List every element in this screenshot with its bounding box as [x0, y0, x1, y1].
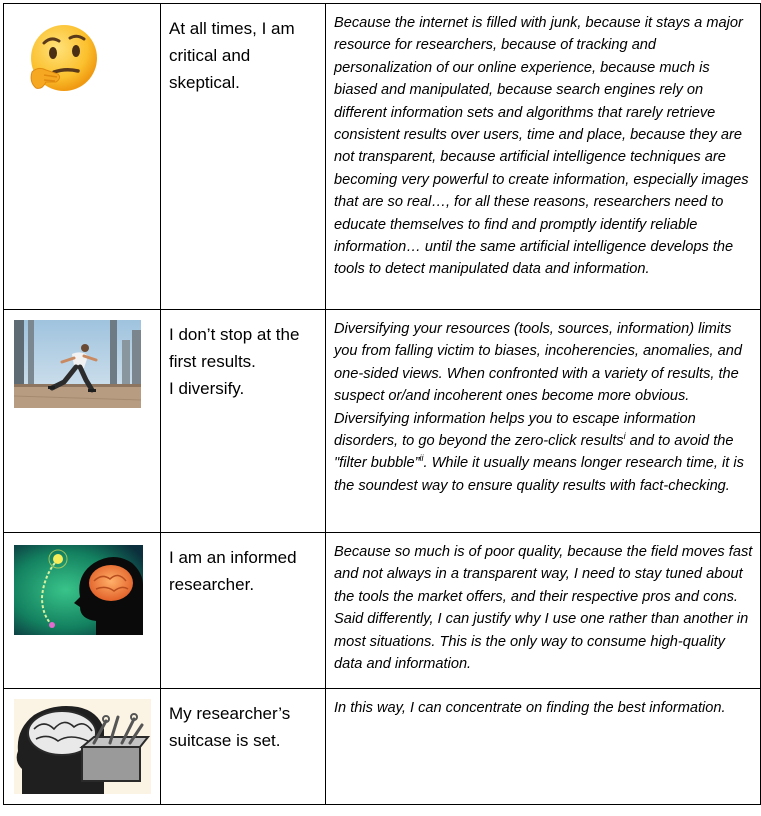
row-heading: At all times, I am critical and skeptical. [169, 19, 295, 92]
table-row [4, 689, 761, 805]
heading-cell [161, 4, 326, 310]
description-part: Diversifying your resources (tools, sources, information) limits you from falling victim to biases, incoherencies, anomalies, and one-sided views. When confronted with a variety of results, the suspect or/and incoherent ones become more obvious. Diversifying information helps you to escape information disorders, to go beyond the zero-click results [334, 321, 743, 450]
row-heading: I am an informed researcher. [169, 548, 297, 594]
thinking-face-icon [24, 22, 102, 98]
endnote-ref: ii [419, 453, 424, 464]
text-cell [326, 310, 761, 533]
row-description: Because so much is of poor quality, because the field moves fast and not always in a transparent way, I need to stay tuned about the tools the market offers, and their respective pros and cons. Said differently, I can justify why I use one rather than another in most situations. This is the only way to consume high-quality data and information. [334, 544, 753, 673]
brain-head-icon [14, 545, 143, 635]
image-cell [4, 689, 161, 805]
heading-cell [161, 689, 326, 805]
table-row [4, 310, 761, 533]
description-part: . While it usually means longer research time, it is the soundest way to ensure quality results with fact-checking. [334, 455, 744, 494]
endnote-ref: i [623, 431, 626, 442]
brain-toolbox-icon [14, 699, 151, 794]
text-cell [326, 4, 761, 310]
row-heading: My researcher’s suitcase is set. [169, 704, 291, 750]
row-description [326, 310, 760, 497]
row-description: Because the internet is filled with junk, because it stays a major resource for researchers, because of tracking and personalization of our online experience, because much is biased and manipulated, because search engines rely on different information sets and algorithms that rarely retrieve consistent results over users, time and place, because they are not transparent, because artificial intelligence techniques are becoming very powerful to create information, especially images that are so real…, for all these reasons, researchers need to educate themselves to find and promptly identify reliable information… until the same artificial intelligence develops the tools to detect manipulated data and information. [334, 15, 749, 278]
description-part: and to avoid the "filter bubble” [334, 433, 734, 472]
table-row [4, 533, 761, 689]
runner-photo-icon [14, 320, 141, 408]
image-cell [4, 4, 161, 310]
text-cell [326, 533, 761, 689]
heading-cell [161, 533, 326, 689]
table-row [4, 4, 761, 310]
text-cell [326, 689, 761, 805]
row-subheading: I diversify. [169, 379, 245, 398]
row-heading: I don’t stop at the first results. [169, 325, 300, 371]
row-description: In this way, I can concentrate on finding the best information. [334, 700, 726, 716]
image-cell [4, 310, 161, 533]
heading-cell [161, 310, 326, 533]
research-principles-table [3, 3, 761, 805]
image-cell [4, 533, 161, 689]
